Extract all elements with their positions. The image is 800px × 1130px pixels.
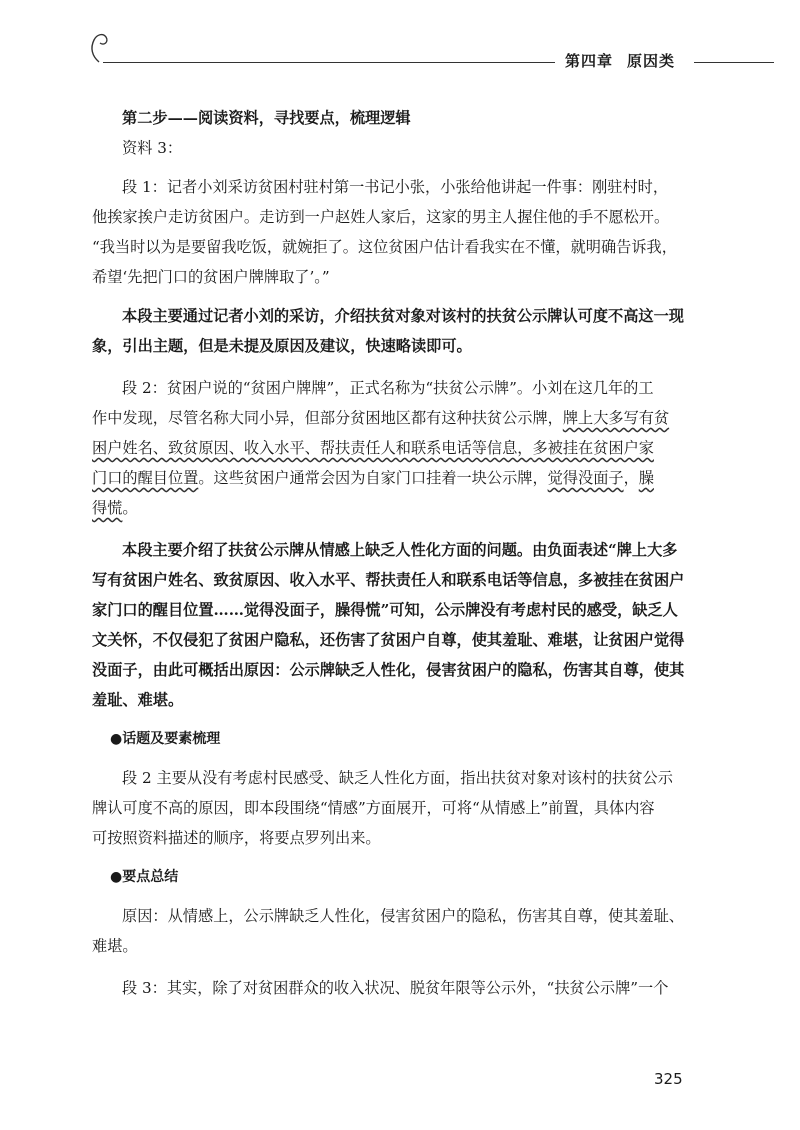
header-section: 原因类 bbox=[627, 52, 676, 70]
analysis-line: 羞耻、难堪。 bbox=[92, 691, 184, 709]
underlined-key-phrase: 牌上大多写有贫 bbox=[562, 409, 670, 427]
topic-line: 牌认可度不高的原因，即本段围绕“情感”方面展开，可将“从情感上”前置，具体内容 bbox=[92, 799, 655, 817]
analysis-line: 写有贫困户姓名、致贫原因、收入水平、帮扶责任人和联系电话等信息，多被挂在贫困户 bbox=[92, 571, 685, 589]
paragraph-1-analysis bbox=[92, 301, 696, 361]
paragraph-2-line bbox=[92, 493, 696, 523]
topic-heading: ●话题及要素梳理 bbox=[110, 731, 221, 747]
paragraph-2-line bbox=[92, 403, 696, 433]
paragraph-1-line: 他挨家挨户走访贫困户。走访到一户赵姓人家后，这家的男主人握住他的手不愿松开。 bbox=[92, 208, 670, 226]
underlined-key-phrase: 得慌 bbox=[92, 499, 123, 517]
text-span: 作中发现，尽管名称大同小异，但部分贫困地区都有这种扶贫公示牌， bbox=[92, 409, 563, 427]
topic-text bbox=[92, 763, 696, 853]
header-chapter: 第四章 bbox=[565, 52, 614, 70]
underlined-key-phrase: 困户姓名、致贫原因、收入水平、帮扶责任人和联系电话等信息， bbox=[92, 439, 533, 457]
paragraph-2-line: 段 2：贫困户说的“贫困户牌牌”，正式名称为“扶贫公示牌”。小刘在这几年的工 bbox=[122, 379, 654, 397]
paragraph-1-line: 段 1：记者小刘采访贫困村驻村第一书记小张，小张给他讲起一件事：刚驻村时， bbox=[122, 178, 669, 196]
underlined-key-phrase: 觉得没面子 bbox=[547, 469, 624, 487]
analysis-line: 本段主要通过记者小刘的采访，介绍扶贫对象对该村的扶贫公示牌认可度不高这一现 bbox=[122, 307, 684, 325]
material-label: 资料 3： bbox=[122, 139, 183, 157]
summary-line: 原因：从情感上，公示牌缺乏人性化，侵害贫困户的隐私，伤害其自尊，使其羞耻、 bbox=[122, 907, 684, 925]
page-number: 325 bbox=[654, 1070, 683, 1088]
topic-line: 段 2 主要从没有考虑村民感受、缺乏人性化方面，指出扶贫对象对该村的扶贫公示 bbox=[122, 769, 673, 787]
header-leaf-ornament-icon bbox=[88, 30, 110, 64]
paragraph-3: 段 3：其实，除了对贫困群众的收入状况、脱贫年限等公示外，“扶贫公示牌”一个 bbox=[122, 979, 669, 997]
underlined-key-phrase: 臊 bbox=[638, 469, 654, 487]
step-heading: 第二步——阅读资料，寻找要点，梳理逻辑 bbox=[122, 109, 411, 127]
summary-text bbox=[92, 901, 696, 961]
paragraph-1-line: “我当时以为是要留我吃饭，就婉拒了。这位贫困户估计看我实在不懂，就明确告诉我， bbox=[92, 238, 677, 256]
analysis-line: 家门口的醒目位置……觉得没面子，臊得慌”可知，公示牌没有考虑村民的感受，缺乏人 bbox=[92, 601, 678, 619]
underlined-key-phrase: 门口的醒目位置 bbox=[92, 469, 199, 487]
header-rule-right bbox=[694, 62, 774, 63]
paragraph-2 bbox=[92, 373, 696, 523]
analysis-line: 没面子，由此可概括出原因：公示牌缺乏人性化，侵害贫困户的隐私，伤害其自尊，使其 bbox=[92, 661, 685, 679]
summary-line: 难堪。 bbox=[92, 937, 138, 955]
text-span: ， bbox=[623, 469, 639, 487]
text-span: 。这些贫困户通常会因为自家门口挂着一块公示牌， bbox=[198, 469, 548, 487]
analysis-line: 象，引出主题，但是未提及原因及建议，快速略读即可。 bbox=[92, 337, 472, 355]
analysis-line: 文关怀，不仅侵犯了贫困户隐私，还伤害了贫困户自尊，使其羞耻、难堪，让贫困户觉得 bbox=[92, 631, 685, 649]
paragraph-2-line bbox=[92, 463, 696, 493]
paragraph-1-line: 希望‘先把门口的贫困户牌牌取了’。” bbox=[92, 268, 330, 286]
page-body bbox=[92, 103, 696, 1003]
underlined-key-phrase: 多被挂在贫困户家 bbox=[532, 439, 654, 457]
topic-line: 可按照资料描述的顺序，将要点罗列出来。 bbox=[92, 829, 381, 847]
analysis-line: 本段主要介绍了扶贫公示牌从情感上缺乏人性化方面的问题。由负面表述“牌上大多 bbox=[122, 541, 678, 559]
text-span: 。 bbox=[122, 499, 138, 517]
header-rule-left bbox=[103, 62, 555, 63]
paragraph-2-line bbox=[92, 433, 696, 463]
paragraph-2-analysis bbox=[92, 535, 696, 715]
summary-heading: ●要点总结 bbox=[110, 869, 179, 885]
running-header bbox=[565, 50, 689, 71]
paragraph-1 bbox=[92, 172, 696, 292]
